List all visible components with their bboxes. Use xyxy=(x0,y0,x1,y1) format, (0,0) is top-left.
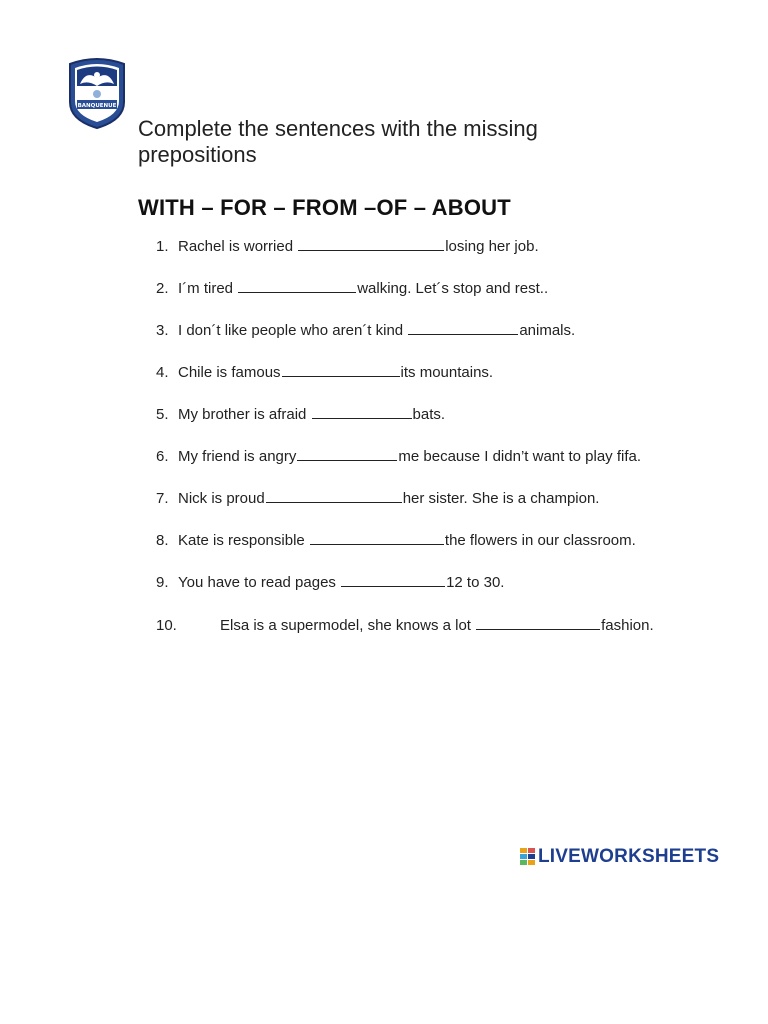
sentence-end: 12 to 30. xyxy=(446,574,505,591)
answer-blank[interactable] xyxy=(310,530,444,545)
sentence-end: fashion. xyxy=(601,617,654,634)
school-crest-icon xyxy=(66,56,128,130)
item-number: 2. xyxy=(156,280,169,297)
list-item xyxy=(156,236,539,258)
answer-blank[interactable] xyxy=(238,278,356,293)
sentence-start: Chile is famous xyxy=(178,364,281,381)
liveworksheets-brand xyxy=(520,845,719,869)
list-item xyxy=(156,320,575,342)
sentence-start: Elsa is a supermodel, she knows a lot xyxy=(220,617,476,634)
instruction-text: Complete the sentences with the missing prepositions xyxy=(138,116,538,167)
sentence-end: animals. xyxy=(519,322,576,339)
item-number: 4. xyxy=(156,364,169,381)
answer-blank[interactable] xyxy=(341,572,445,587)
list-item xyxy=(156,446,641,468)
sentence-end: losing her job. xyxy=(445,238,539,255)
sentence-start: Nick is proud xyxy=(178,490,265,507)
answer-blank[interactable] xyxy=(266,488,402,503)
item-number: 10. xyxy=(156,617,177,634)
item-number: 5. xyxy=(156,406,169,423)
sentence-start: My brother is afraid xyxy=(178,406,311,423)
list-item xyxy=(156,278,548,300)
item-number: 6. xyxy=(156,448,169,465)
answer-blank[interactable] xyxy=(297,446,397,461)
sentence-end: walking. Let´s stop and rest.. xyxy=(357,280,549,297)
answer-blank[interactable] xyxy=(298,236,444,251)
list-item xyxy=(156,572,504,594)
list-item xyxy=(156,615,654,637)
liveworksheets-logo-icon xyxy=(520,848,536,866)
sentence-start: I don´t like people who aren´t kind xyxy=(178,322,408,339)
sentence-start: Rachel is worried xyxy=(178,238,298,255)
list-item xyxy=(156,488,599,510)
answer-blank[interactable] xyxy=(282,362,400,377)
item-number: 8. xyxy=(156,532,169,549)
crest-banner-text: BANQUENUE xyxy=(77,103,117,109)
answer-blank[interactable] xyxy=(476,615,600,630)
sentence-start: Kate is responsible xyxy=(178,532,309,549)
sentence-start: I´m tired xyxy=(178,280,238,297)
word-bank: WITH – FOR – FROM –OF – ABOUT xyxy=(138,195,511,220)
sentence-start: My friend is angry xyxy=(178,448,297,465)
sentence-end: its mountains. xyxy=(400,364,494,381)
sentence-end: her sister. She is a champion. xyxy=(402,490,600,507)
sentence-end: the flowers in our classroom. xyxy=(444,532,636,549)
list-item xyxy=(156,404,445,426)
item-number: 3. xyxy=(156,322,169,339)
sentence-end: me because I didn’t want to play fifa. xyxy=(398,448,642,465)
list-item xyxy=(156,530,636,552)
list-item xyxy=(156,362,493,384)
item-number: 9. xyxy=(156,574,169,591)
sentence-end: bats. xyxy=(412,406,446,423)
item-number: 1. xyxy=(156,238,169,255)
answer-blank[interactable] xyxy=(312,404,412,419)
brand-name: LIVEWORKSHEETS xyxy=(538,846,720,867)
answer-blank[interactable] xyxy=(408,320,518,335)
item-number: 7. xyxy=(156,490,169,507)
sentence-start: You have to read pages xyxy=(178,574,341,591)
